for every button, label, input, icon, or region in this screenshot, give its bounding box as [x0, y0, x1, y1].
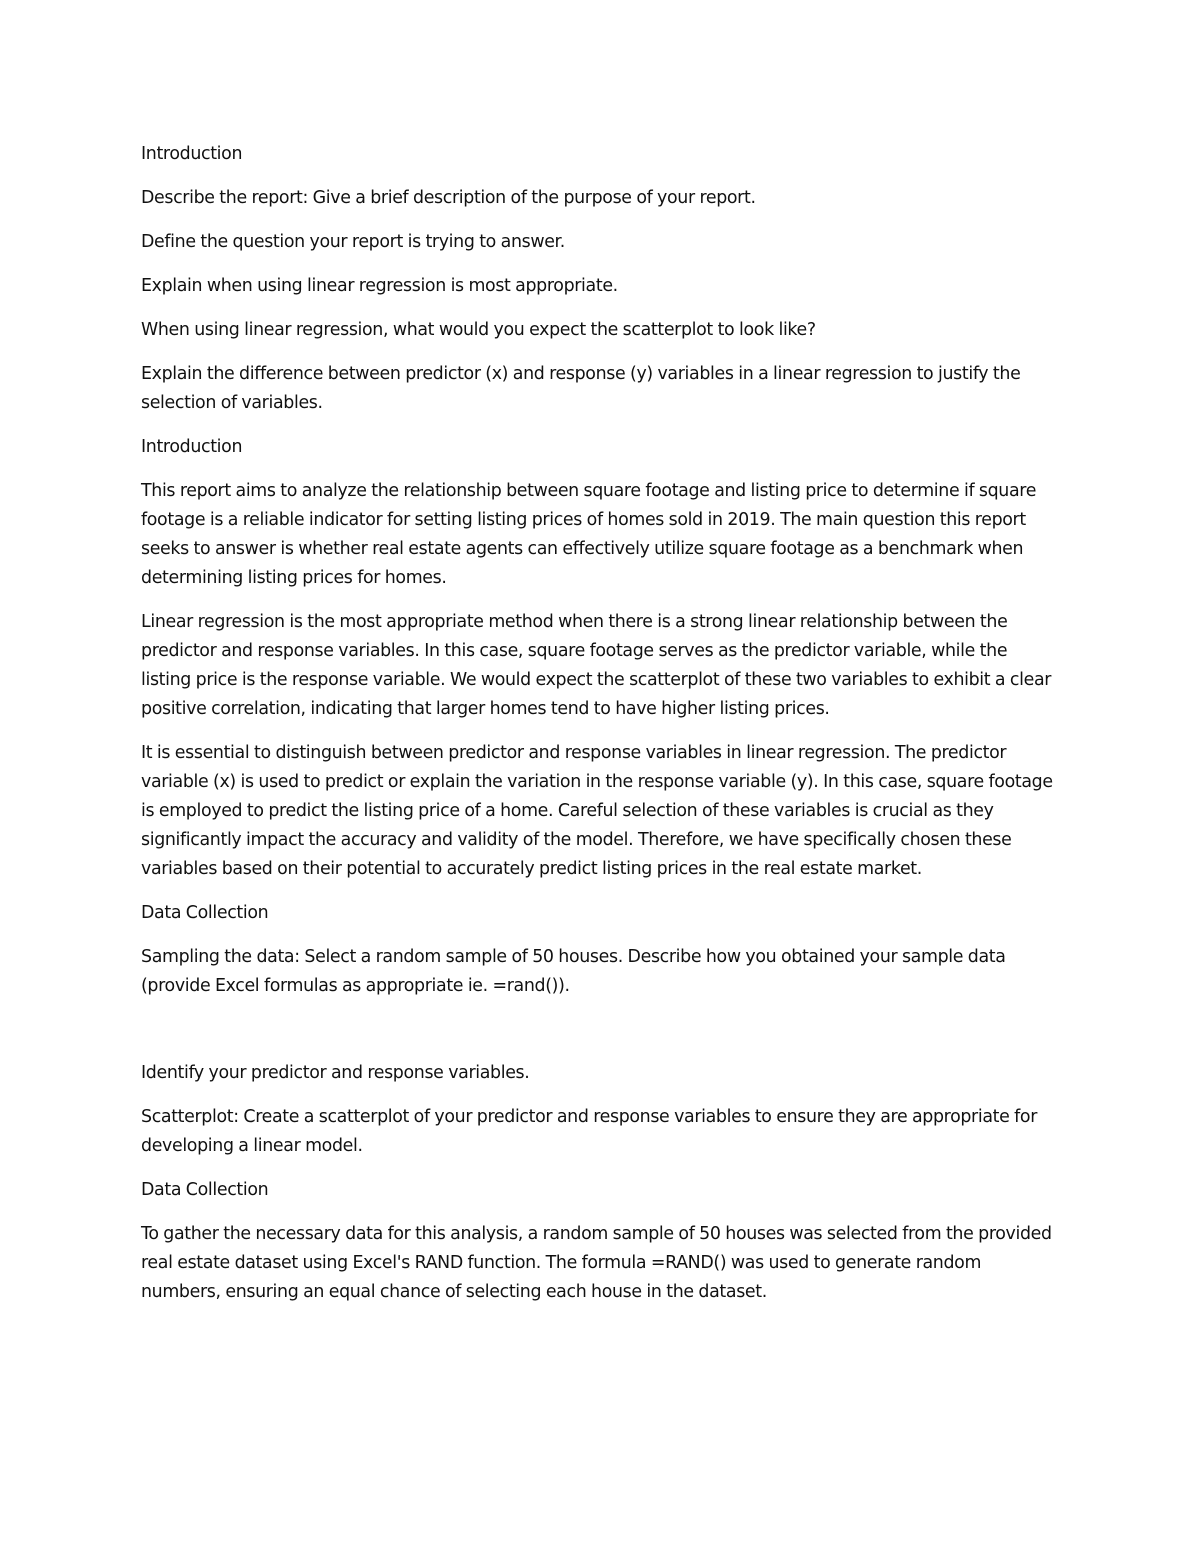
- section-heading-data-collection: Data Collection: [141, 903, 269, 923]
- prompt-scatterplot-expectation: When using linear regression, what would you expect the scatterplot to look like?: [141, 320, 816, 340]
- section-heading-introduction: Introduction: [141, 144, 243, 164]
- prompt-predictor-response: Explain the difference between predictor (x) and response (y) variables in a linear regression to justify the selection of variables.: [141, 364, 1021, 413]
- prompt-sampling-data: Sampling the data: Select a random sample of 50 houses. Describe how you obtained your sample data (provide Excel formulas as appropriate ie. =rand()).: [141, 947, 1006, 996]
- prompt-identify-variables: Identify your predictor and response variables.: [141, 1063, 530, 1083]
- document-body: [141, 140, 1061, 1322]
- paragraph-data-gathering: To gather the necessary data for this analysis, a random sample of 50 houses was selected from the provided real estate dataset using Excel's RAND function. The formula =RAND() was used to generate random numbers, ensuring an equal chance of selecting each house in the dataset.: [141, 1224, 1052, 1302]
- paragraph-report-aim: This report aims to analyze the relationship between square footage and listing price to determine if square footage is a reliable indicator for setting listing prices of homes sold in 2019. The main question this report seeks to answer is whether real estate agents can effectively utilize square footage as a benchmark when determining listing prices for homes.: [141, 481, 1037, 588]
- section-heading-introduction-answer: Introduction: [141, 437, 243, 457]
- prompt-explain-linear-regression: Explain when using linear regression is most appropriate.: [141, 276, 618, 296]
- prompt-describe-report: Describe the report: Give a brief description of the purpose of your report.: [141, 188, 756, 208]
- prompt-scatterplot: Scatterplot: Create a scatterplot of your predictor and response variables to ensure they are appropriate for developing a linear model.: [141, 1107, 1038, 1156]
- section-heading-data-collection-answer: Data Collection: [141, 1180, 269, 1200]
- prompt-define-question: Define the question your report is trying to answer.: [141, 232, 565, 252]
- paragraph-linear-regression: Linear regression is the most appropriate method when there is a strong linear relationship between the predictor and response variables. In this case, square footage serves as the predictor variable, while the listing price is the response variable. We would expect the scatterplot of these two variables to exhibit a clear positive correlation, indicating that larger homes tend to have higher listing prices.: [141, 612, 1052, 719]
- paragraph-predictor-response: It is essential to distinguish between predictor and response variables in linear regression. The predictor variable (x) is used to predict or explain the variation in the response variable (y). In this case, square footage is employed to predict the listing price of a home. Careful selection of these variables is crucial as they significantly impact the accuracy and validity of the model. Therefore, we have specifically chosen these variables based on their potential to accurately predict listing prices in the real estate market.: [141, 743, 1053, 879]
